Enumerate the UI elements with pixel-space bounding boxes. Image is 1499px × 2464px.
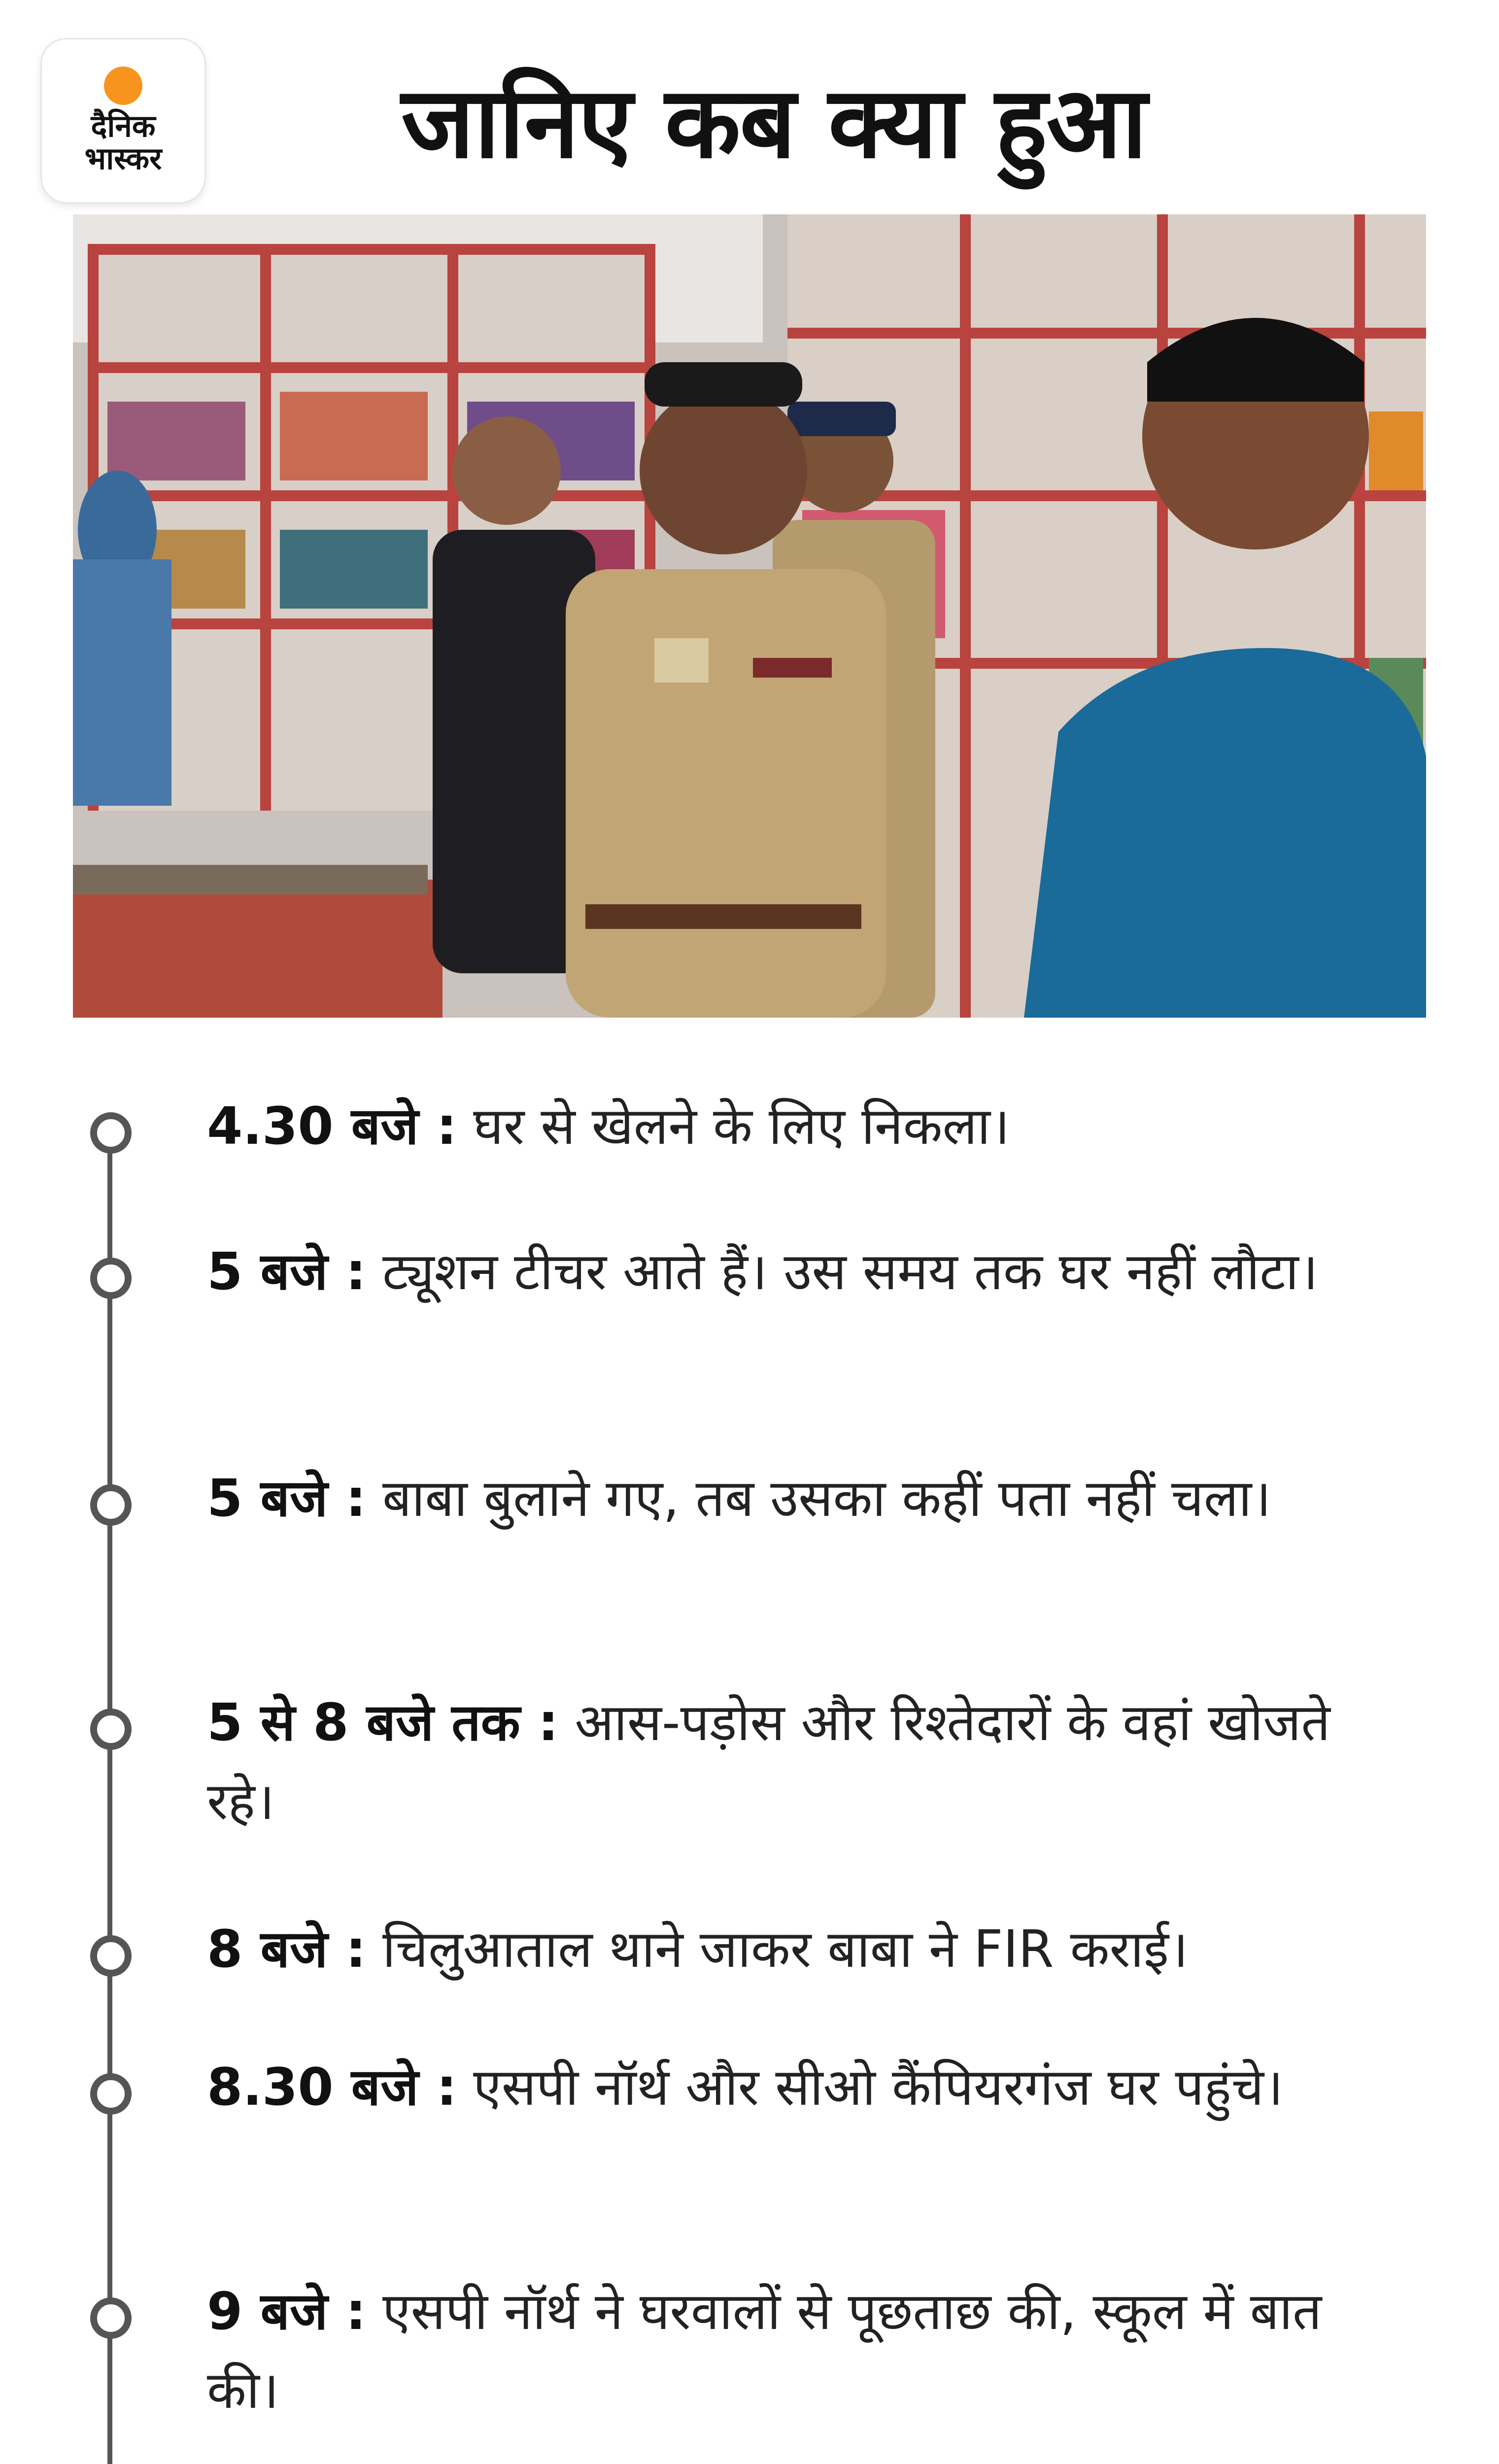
timeline-entry-text bbox=[207, 1232, 1350, 1311]
timeline-entry-text bbox=[207, 1910, 1350, 1988]
timeline-time: 4.30 बजे : bbox=[207, 1096, 457, 1156]
timeline-description: ट्यूशन टीचर आते हैं। उस समय तक घर नहीं लौटा। bbox=[366, 1241, 1319, 1301]
timeline-time: 5 बजे : bbox=[207, 1468, 366, 1528]
timeline-entry-text bbox=[207, 1087, 1350, 1165]
timeline-description: घर से खेलने के लिए निकला। bbox=[457, 1096, 1010, 1156]
timeline-description: बाबा बुलाने गए, तब उसका कहीं पता नहीं चला। bbox=[366, 1468, 1271, 1528]
timeline-dot-icon bbox=[90, 1709, 132, 1750]
timeline-time: 9 बजे : bbox=[207, 2281, 366, 2341]
timeline-entry-text bbox=[207, 2048, 1350, 2126]
timeline-line bbox=[107, 1124, 112, 2464]
page-title: जानिए कब क्या हुआ bbox=[401, 65, 1146, 180]
timeline-dot-icon bbox=[90, 1484, 132, 1526]
timeline-dot-icon bbox=[90, 1935, 132, 1977]
timeline-time: 5 बजे : bbox=[207, 1241, 366, 1301]
timeline-description: चिलुआताल थाने जाकर बाबा ने FIR कराई। bbox=[366, 1919, 1189, 1979]
timeline-description: आस-पड़ोस और रिश्तेदारों के वहां खोजते रहे। bbox=[207, 1692, 1330, 1831]
timeline-description: एसपी नॉर्थ और सीओ कैंपियरगंज घर पहुंचे। bbox=[457, 2057, 1284, 2117]
timeline-description: एसपी नॉर्थ ने घरवालों से पूछताछ की, स्कूल में बात की। bbox=[207, 2281, 1322, 2420]
timeline-entry-text bbox=[207, 1459, 1350, 1538]
logo bbox=[42, 39, 204, 202]
logo-dot-icon bbox=[104, 67, 142, 105]
news-photo bbox=[73, 214, 1426, 1018]
timeline-dot-icon bbox=[90, 1112, 132, 1154]
timeline-dot-icon bbox=[90, 2073, 132, 2115]
timeline-time: 5 से 8 बजे तक : bbox=[207, 1692, 559, 1752]
timeline-entry-text bbox=[207, 1683, 1350, 1841]
timeline-dot-icon bbox=[90, 1258, 132, 1299]
timeline-time: 8 बजे : bbox=[207, 1919, 366, 1979]
logo-text: दैनिक भास्कर bbox=[84, 108, 162, 176]
timeline-time: 8.30 बजे : bbox=[207, 2057, 457, 2117]
timeline-dot-icon bbox=[90, 2297, 132, 2339]
news-photo-illustration bbox=[73, 214, 1426, 1018]
timeline-entry-text bbox=[207, 2272, 1350, 2430]
